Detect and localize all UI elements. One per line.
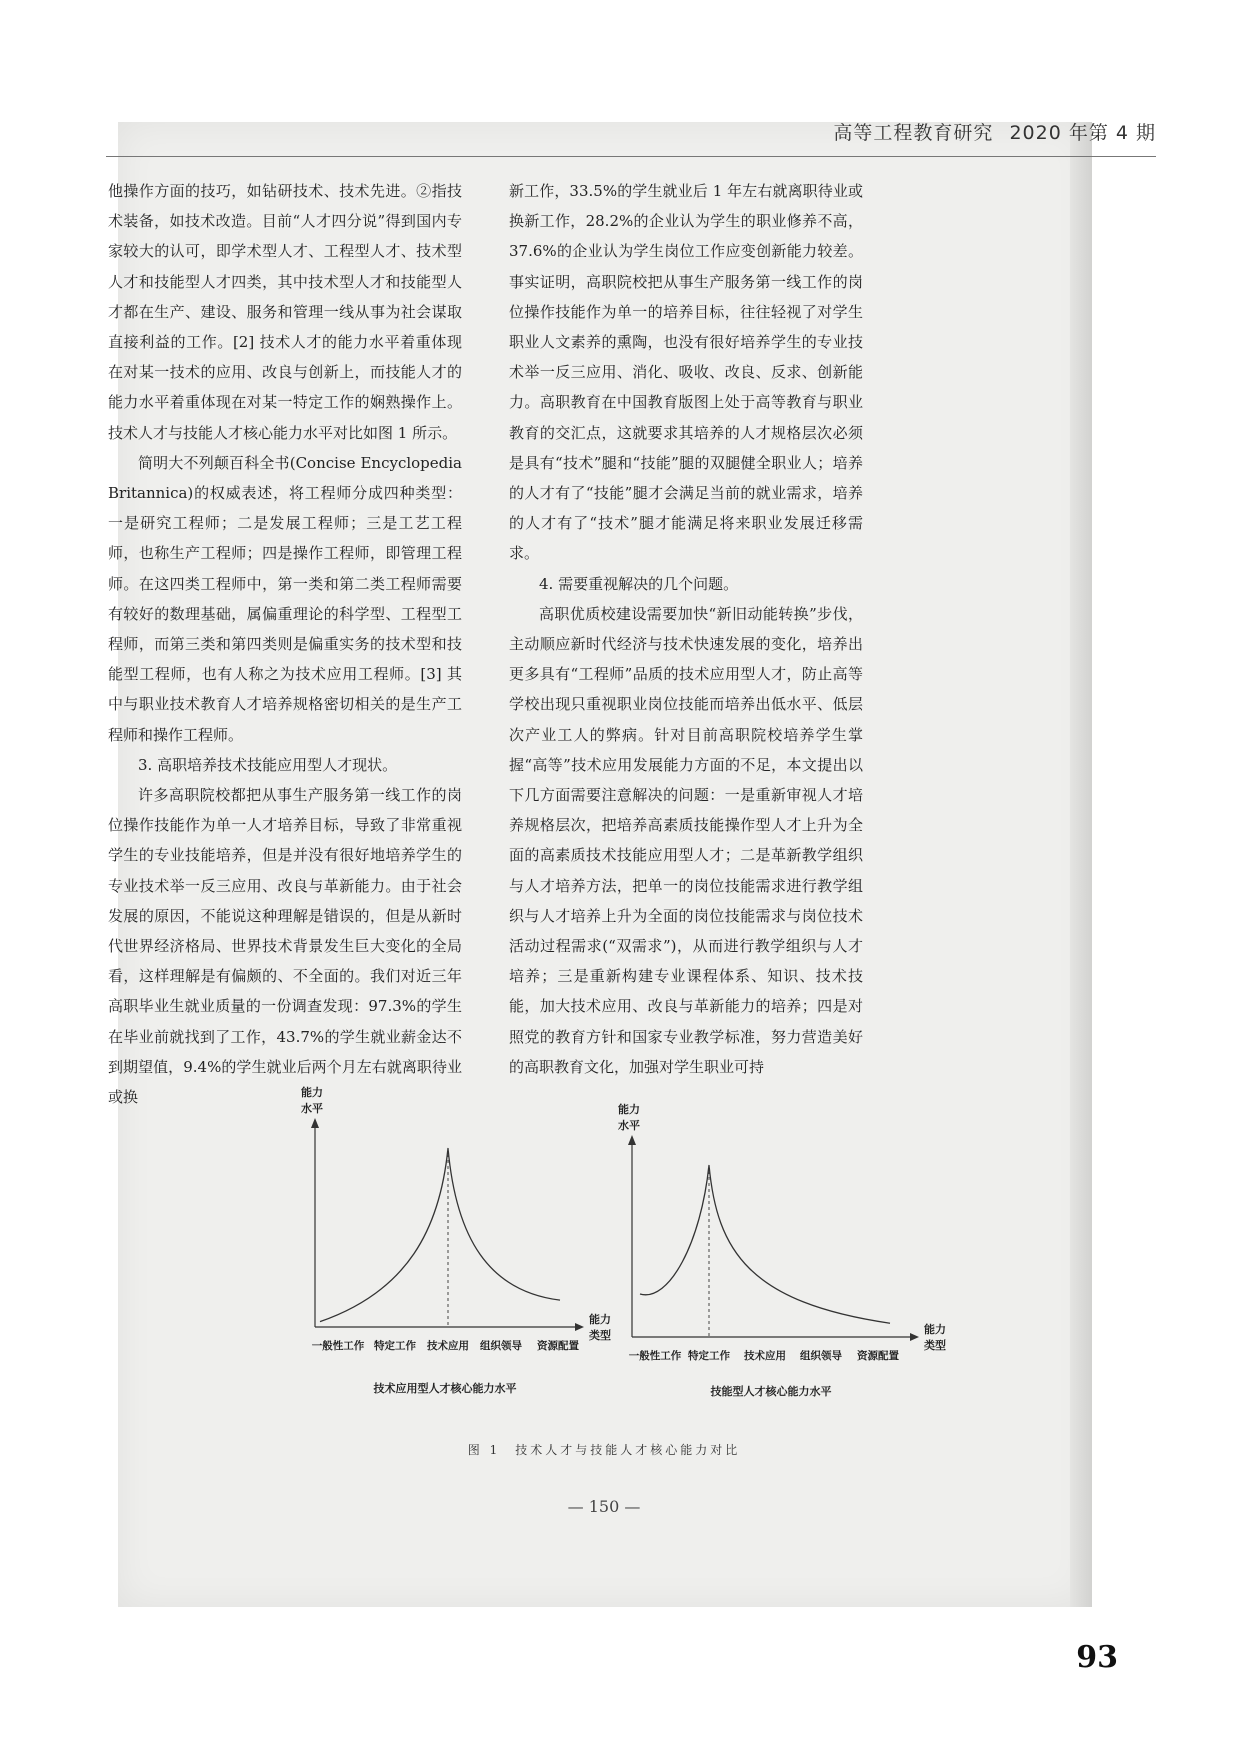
chart-subtitle: 技术应用型人才核心能力水平 <box>373 1382 517 1395</box>
y-axis-label: 水平 <box>301 1102 323 1115</box>
x-tick-label: 特定工作 <box>374 1340 416 1352</box>
paragraph: 许多高职院校都把从事生产服务第一线工作的岗位操作技能作为单一人才培养目标，导致了非常重视学生的专业技能培养，但是并没有很好地培养学生的专业技术举一反三应用、改良与革新能力。由于社会发展的原因，不能说这种理解是错误的，但是从新时代世界经济格局、世界技术背景发生巨大变化的全局看，这样理解是有偏颇的、不全面的。我们对近三年高职毕业生就业质量的一份调查发现：97.3%的学生在毕业前就找到了工作，43.7%的学生就业薪金达不到期望值，9.4%的学生就业后两个月左右就离职待业或换 <box>108 786 462 1107</box>
section-heading: 3. 高职培养技术技能应用型人才现状。 <box>138 755 398 774</box>
left-column <box>108 176 462 1112</box>
x-tick-label: 技术应用 <box>744 1350 786 1362</box>
x-tick-label: 组织领导 <box>800 1350 842 1362</box>
section-heading: 4. 需要重视解决的几个问题。 <box>539 574 739 593</box>
right-column <box>509 176 863 1082</box>
paragraph: 他操作方面的技巧，如钻研技术、技术先进。②指技术装备，如技术改造。目前“人才四分说”得到国内专家较大的认可，即学术型人才、工程型人才、技术型人才和技能型人才四类，其中技术型人才和技能型人才都在生产、建设、服务和管理一线从事为社会谋取直接利益的工作。[2] 技术人才的能力水平着重体现在对某一技术的应用、改良与创新上，而技能人才的能力水平着重体现在对某一特定工作的娴熟操作上。技术人才与技能人才核心能力水平对比如图 1 所示。 <box>108 182 462 442</box>
paragraph: 简明大不列颠百科全书(Concise Encyclopedia Britannica)的权威表述，将工程师分成四种类型：一是研究工程师；二是发展工程师；三是工艺工程师，也称生产工程师；四是操作工程师，即管理工程师。在这四类工程师中，第一类和第二类工程师需要有较好的数理基础，属偏重理论的科学型、工程型工程师，而第三类和第四类则是偏重实务的技术型和技能型工程师，也有人称之为技术应用工程师。[3] 其中与职业技术教育人才培养规格密切相关的是生产工程师和操作工程师。 <box>108 453 462 744</box>
x-axis-label: 类型 <box>589 1329 611 1342</box>
page-edge <box>1070 122 1092 1607</box>
figure-caption: 图 1 技术人才与技能人才核心能力对比 <box>467 1443 741 1457</box>
x-axis-label: 类型 <box>924 1339 946 1352</box>
x-tick-label: 组织领导 <box>480 1340 522 1352</box>
y-axis-label: 能力 <box>618 1103 640 1116</box>
running-header <box>833 118 1156 145</box>
x-tick-label: 一般性工作 <box>628 1350 682 1362</box>
outer-page-number: 93 <box>1076 1640 1118 1675</box>
x-tick-label: 资源配置 <box>857 1350 899 1362</box>
y-axis-label: 水平 <box>618 1119 640 1132</box>
page-number-value: 150 <box>588 1497 620 1516</box>
x-tick-label: 特定工作 <box>688 1350 730 1362</box>
dash-left: — <box>567 1497 584 1516</box>
issue-label: 2020 年第 4 期 <box>1009 122 1156 144</box>
header-rule <box>106 156 1156 157</box>
paragraph: 高职优质校建设需要加快“新旧动能转换”步伐，主动顺应新时代经济与技术快速发展的变化，培养出更多具有“工程师”品质的技术应用型人才，防止高等学校出现只重视职业岗位技能而培养出低水平、低层次产业工人的弊病。针对目前高职院校培养学生掌握“高等”技术应用发展能力方面的不足，本文提出以下几方面需要注意解决的问题：一是重新审视人才培养规格层次，把培养高素质技能操作型人才上升为全面的高素质技术技能应用型人才；二是革新教学组织与人才培养方法，把单一的岗位技能需求进行教学组织与人才培养上升为全面的岗位技能需求与岗位技术活动过程需求(“双需求”)，从而进行教学组织与人才培养；三是重新构建专业课程体系、知识、技术技能，加大技术应用、改良与革新能力的培养；四是对照党的教育方针和国家专业教学标准，努力营造美好的高职教育文化，加强对学生职业可持 <box>509 604 863 1076</box>
chart-subtitle: 技能型人才核心能力水平 <box>710 1385 832 1398</box>
y-axis-label: 能力 <box>301 1086 323 1099</box>
page-number <box>118 1497 1090 1516</box>
x-axis-label: 能力 <box>924 1323 946 1336</box>
x-tick-label: 资源配置 <box>537 1340 579 1352</box>
x-tick-label: 一般性工作 <box>311 1340 365 1352</box>
x-tick-label: 技术应用 <box>427 1340 469 1352</box>
x-axis-label: 能力 <box>589 1313 611 1326</box>
paragraph: 新工作，33.5%的学生就业后 1 年左右就离职待业或换新工作，28.2%的企业认为学生的职业修养不高，37.6%的企业认为学生岗位工作应变创新能力较差。事实证明，高职院校把从事生产服务第一线工作的岗位操作技能作为单一的培养目标，往往轻视了对学生职业人文素养的熏陶，也没有很好培养学生的专业技术举一反三应用、消化、吸收、改良、反求、创新能力。高职教育在中国教育版图上处于高等教育与职业教育的交汇点，这就要求其培养的人才规格层次必须是具有“技术”腿和“技能”腿的双腿健全职业人；培养的人才有了“技能”腿才会满足当前的就业需求，培养的人才有了“技术”腿才能满足将来职业发展迁移需求。 <box>509 182 863 563</box>
journal-name: 高等工程教育研究 <box>833 122 994 144</box>
dash-right: — <box>624 1497 641 1516</box>
